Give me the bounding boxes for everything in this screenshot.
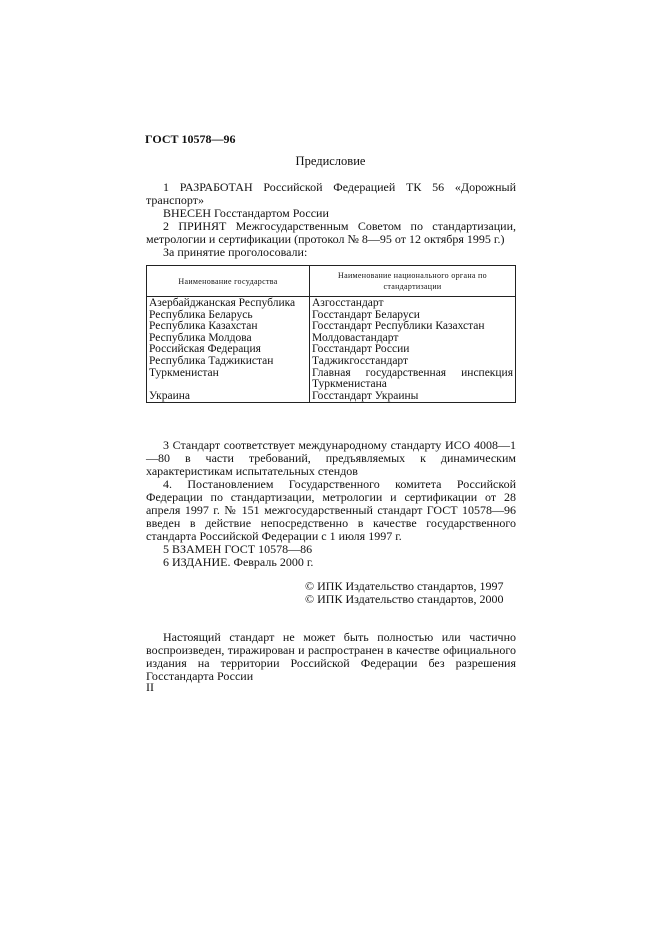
national-body: Азгосстандарт bbox=[310, 297, 516, 310]
item-replaces: 5 ВЗАМЕН ГОСТ 10578—86 bbox=[163, 542, 313, 556]
state-name: Украина bbox=[147, 391, 310, 403]
state-name: Российская Федерация bbox=[147, 344, 310, 356]
state-name: Азербайджанская Республика bbox=[147, 297, 310, 310]
national-body: Госстандарт Беларуси bbox=[310, 310, 516, 322]
state-name: Республика Таджикистан bbox=[147, 356, 310, 368]
table-row bbox=[147, 368, 516, 391]
voting-states-table bbox=[146, 265, 516, 403]
state-name: Туркменистан bbox=[147, 368, 310, 391]
item-conformity: 3 Стандарт соответствует международному стандарту ИСО 4008—1—80 в части требований, предъявляемых к динамическим характеристикам испытательных стендов bbox=[146, 438, 516, 478]
national-body: Молдовастандарт bbox=[310, 333, 516, 345]
item-developed: 1 РАЗРАБОТАН Российской Федерацией ТК 56 «Дорожный транспорт» bbox=[146, 180, 516, 207]
state-name: Республика Молдова bbox=[147, 333, 310, 345]
copyright-line: © ИПК Издательство стандартов, 2000 bbox=[305, 592, 504, 606]
page-number: II bbox=[146, 680, 154, 694]
foreword-title: Предисловие bbox=[295, 154, 366, 168]
notice-text: Настоящий стандарт не может быть полностью или частично воспроизведен, тиражирован и распространен в качестве официального издания на территории Российской Федерации без разрешения Госстандарта России bbox=[146, 630, 516, 683]
item-voted: За принятие проголосовали: bbox=[163, 245, 308, 259]
item-enactment: 4. Постановлением Государственного комитета Российской Федерации по стандартизации, метрологии и сертификации от 28 апреля 1997 г. № 151 межгосударственный стандарт ГОСТ 10578—96 введен в действие непосредственно в качестве государственного стандарта Российской Федерации с 1 июля 1997 г. bbox=[146, 477, 516, 543]
table-row bbox=[147, 356, 516, 368]
header-state: Наименование государства bbox=[147, 266, 310, 297]
copyright-block bbox=[305, 580, 503, 606]
national-body: Госстандарт Украины bbox=[310, 391, 516, 403]
foreword-items-1-2 bbox=[146, 181, 516, 259]
copyright-line: © ИПК Издательство стандартов, 1997 bbox=[305, 579, 504, 593]
table-row bbox=[147, 297, 516, 310]
item-edition: 6 ИЗДАНИЕ. Февраль 2000 г. bbox=[163, 555, 314, 569]
national-body: Госстандарт Республики Казахстан bbox=[310, 321, 516, 333]
reproduction-notice bbox=[146, 631, 516, 683]
item-introduced: ВНЕСЕН Госстандартом России bbox=[163, 206, 329, 220]
foreword-items-3-6 bbox=[146, 439, 516, 569]
table-header-row bbox=[147, 266, 516, 297]
standard-id: ГОСТ 10578—96 bbox=[145, 132, 236, 146]
state-name: Республика Казахстан bbox=[147, 321, 310, 333]
national-body: Главная государственная инспекция Туркменистана bbox=[310, 368, 516, 391]
header-national-body: Наименование национального органа по стандартизации bbox=[310, 266, 516, 297]
national-body: Госстандарт России bbox=[310, 344, 516, 356]
national-body: Таджикгосстандарт bbox=[310, 356, 516, 368]
item-adopted: 2 ПРИНЯТ Межгосударственным Советом по стандартизации, метрологии и сертификации (протокол № 8—95 от 12 октября 1995 г.) bbox=[146, 219, 516, 246]
state-name: Республика Беларусь bbox=[147, 310, 310, 322]
table-row bbox=[147, 391, 516, 403]
